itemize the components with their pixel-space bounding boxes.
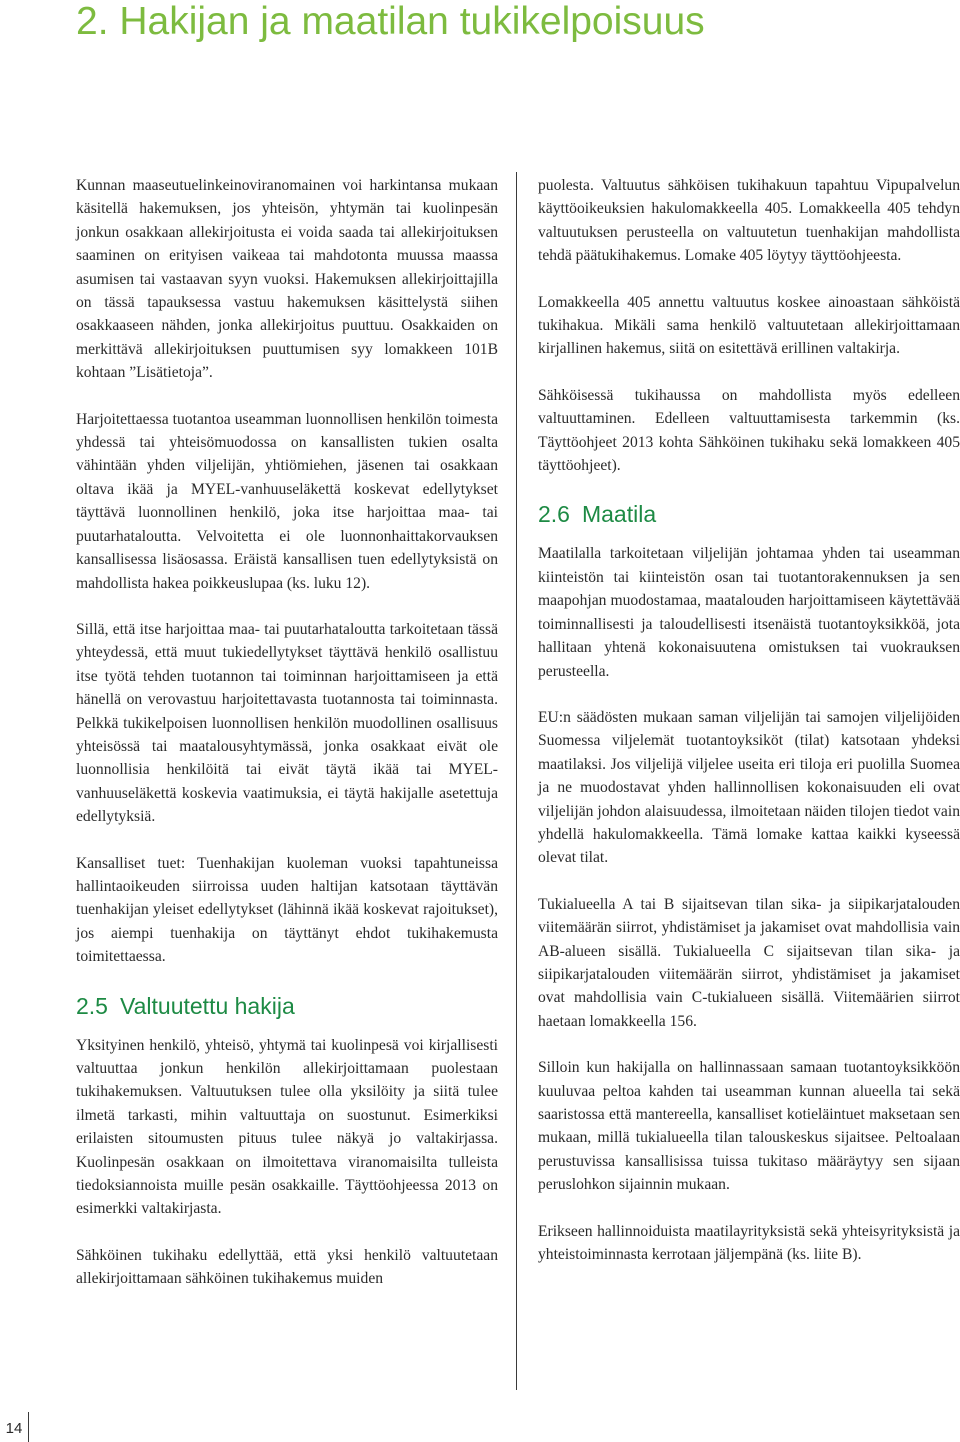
section-title: Valtuutettu hakija [119, 992, 295, 1019]
paragraph: EU:n säädösten mukaan saman viljelijän tai samojen viljelijöiden Suomessa viljelemät tuotantoyksiköt (tilat) katsotaan yhdeksi maatilaksi. Jos viljelijä viljelee useita eri tiloja eri puolilla Suomea ja ne muodostavat yhden hallinnollisen kokonaisuuden eli ovat viljelijän johdon alaisuudessa, ilmoitetaan näiden tilojen tiedot vain yhdellä hakulomakkeella. Tämä lomake kattaa kaikki kyseessä olevat tilat. [538, 708, 960, 867]
paragraph: Sähköisessä tukihaussa on mahdollista myös edelleen valtuuttaminen. Edelleen valtuuttamisesta tarkemmin (ks. Täyttöohjeet 2013 kohta Sähköinen tukihaku sekä lomakkeen 405 täyttöohjeet). [538, 386, 960, 475]
paragraph: Kunnan maaseutuelinkeinoviranomainen voi harkintansa mukaan käsitellä hakemuksen, jos yhteisön, yhtymän tai kuolinpesän jonkun osakkaan allekirjoitusta ei voida saada tai allekirjoituksen saaminen on erityisen vaikeaa tai mahdotonta muussa maassa asumisen tai vastaavan syyn vuoksi. Hakemuksen allekirjoittajilla on tässä tapauksessa vastuu hakemuksen käsittelystä siihen osakkaaseen nähden, jonka allekirjoitus puuttuu. Osakkaiden on merkittävä allekirjoituksen puuttumisen syy lomakkeen 101B kohtaan ”Lisätietoja”. [76, 177, 498, 382]
chapter-title: 2. Hakijan ja maatilan tukikelpoisuus [76, 0, 705, 43]
paragraph: Tukialueella A tai B sijaitsevan tilan sika- ja siipikarjatalouden viitemäärän siirrot, yhdistämiset ja jakamiset ovat mahdollisia vain AB-alueen sisällä. Tukialueella C sijaitsevan tilan sika- ja siipikarjatalouden viitemäärän siirrot, yhdistämiset ja jakamiset ovat mahdollisia vain C-tukialueen sisällä. Viitemäärien siirrot haetaan lomakkeella 156. [538, 895, 960, 1030]
page-number: 14 [5, 1420, 23, 1437]
paragraph: Sähköinen tukihaku edellyttää, että yksi henkilö valtuutetaan allekirjoittamaan sähköinen tukihakemus muiden [76, 1246, 498, 1288]
paragraph: Yksityinen henkilö, yhteisö, yhtymä tai kuolinpesä voi kirjallisesti valtuuttaa jonkun henkilön allekirjoittamaan puolestaan tukihakemuksen. Valtuutuksen tulee olla yksilöity ja siitä tulee ilmetä tarkasti, mihin valtuuttaja on suostunut. Esimerkiksi erilaisten sitoumusten pituus tulee näkyä jo valtakirjassa. Kuolinpesän osakkaan on ilmoitettava viranomaisilta tulleista tiedoksiannoista muille pesän osakkaille. Täyttöohjeessa 2013 on esimerkki valtakirjasta. [76, 1036, 498, 1218]
paragraph: Lomakkeella 405 annettu valtuutus koskee ainoastaan sähköistä tukihakua. Mikäli sama henkilö valtuutetaan allekirjoittamaan kirjallinen hakemus, siitä on esitettävä erillinen valtakirja. [538, 293, 960, 358]
paragraph: Harjoitettaessa tuotantoa useamman luonnollisen henkilön toimesta yhdessä tai yhteisömuodossa on kansallisten tukien osalta vähintään yhden viljelijän, yhtiömiehen, jäsenen tai osakkaan oltava ikää ja MYEL-vanhuuseläkettä koskevat edellytykset täyttävä luonnollinen henkilö, joka itse harjoittaa maa- tai puutarhataloutta. Velvoitetta ei ole luonnonhaittakorvauksen kansallisessa lisäosassa. Eräistä kansallisen tuen edellytyksistä on mahdollista hakea poikkeuslupaa (ks. luku 12). [76, 410, 498, 592]
right-column [538, 174, 960, 1289]
section-number: 2.6 [538, 501, 570, 528]
section-number: 2.5 [76, 992, 108, 1019]
left-column [76, 174, 498, 1314]
section-title: Maatila [581, 501, 657, 528]
section-heading-2-6 [538, 500, 960, 528]
paragraph: Kansalliset tuet: Tuenhakijan kuoleman vuoksi tapahtuneissa hallintaoikeuden siirroissa uuden haltijan katsotaan täyttävän tuenhakijan yleiset edellytykset (lähinnä ikää koskevat rajoitukset), jos aiempi tuenhakija on täyttänyt ehdot tukihakemusta toimitettaessa. [76, 854, 498, 966]
paragraph: Sillä, että itse harjoittaa maa- tai puutarhataloutta tarkoitetaan tässä yhteydessä, että muut tukiedellytykset täyttävä henkilö osallistuu itse työtä tehden tuotannon tai toiminnan harjoittamiseen ja että hänellä on verovastuu harjoitettavasta tuotannosta tai toiminnasta. Pelkkä tukikelpoisen luonnollisen henkilön muodollinen osallisuus yhteisössä tai maatalousyhtymässä, jonka osakkaat eivät ole luonnollisia henkilöitä tai eivät täytä ikää tai MYEL-vanhuuseläkettä koskevia vaatimuksia, ei täytä hakijalle asetettuja edellytyksiä. [76, 620, 498, 826]
column-divider [516, 172, 517, 1390]
paragraph: Silloin kun hakijalla on hallinnassaan samaan tuotantoyksikköön kuuluvaa peltoa kahden tai useamman kunnan alueella tai sekä saaristossa että mantereella, kansalliset kotieläintuet maksetaan sen mukaan, millä tukialueella tilan talouskeskus sijaitsee. Peltoalaan perustuvissa kansallisissa tuissa tukitaso määräytyy sen sijaan peruslohkon sijainnin mukaan. [538, 1059, 960, 1194]
paragraph: Erikseen hallinnoiduista maatilayrityksistä sekä yhteisyrityksistä ja yhteistoiminnasta kerrotaan jäljempänä (ks. liite B). [538, 1222, 960, 1264]
paragraph: puolesta. Valtuutus sähköisen tukihakuun tapahtuu Vipupalvelun käyttöoikeuksien hakulomakkeella 405. Lomakkeella 405 tehdyn valtuutuksen perusteella on valtuutetun tuenhakijan mahdollista tehdä päätukihakemus. Lomake 405 löytyy täyttöohjeesta. [538, 177, 960, 265]
page-number-rule [28, 1412, 29, 1442]
section-heading-2-5 [76, 992, 498, 1020]
paragraph: Maatilalla tarkoitetaan viljelijän johtamaa yhden tai useamman kiinteistön tai kiinteistön osan tai tuotantorakennuksen ja sen maapohjan muodostamaa, maatalouden harjoittamiseen käytettävää toiminnallisesti ja taloudellisesti itsenäistä tuotantoyksikköä, jota hallitaan yhtenä kokonaisuutena omistuksen tai vuokrauksen perusteella. [538, 545, 960, 680]
